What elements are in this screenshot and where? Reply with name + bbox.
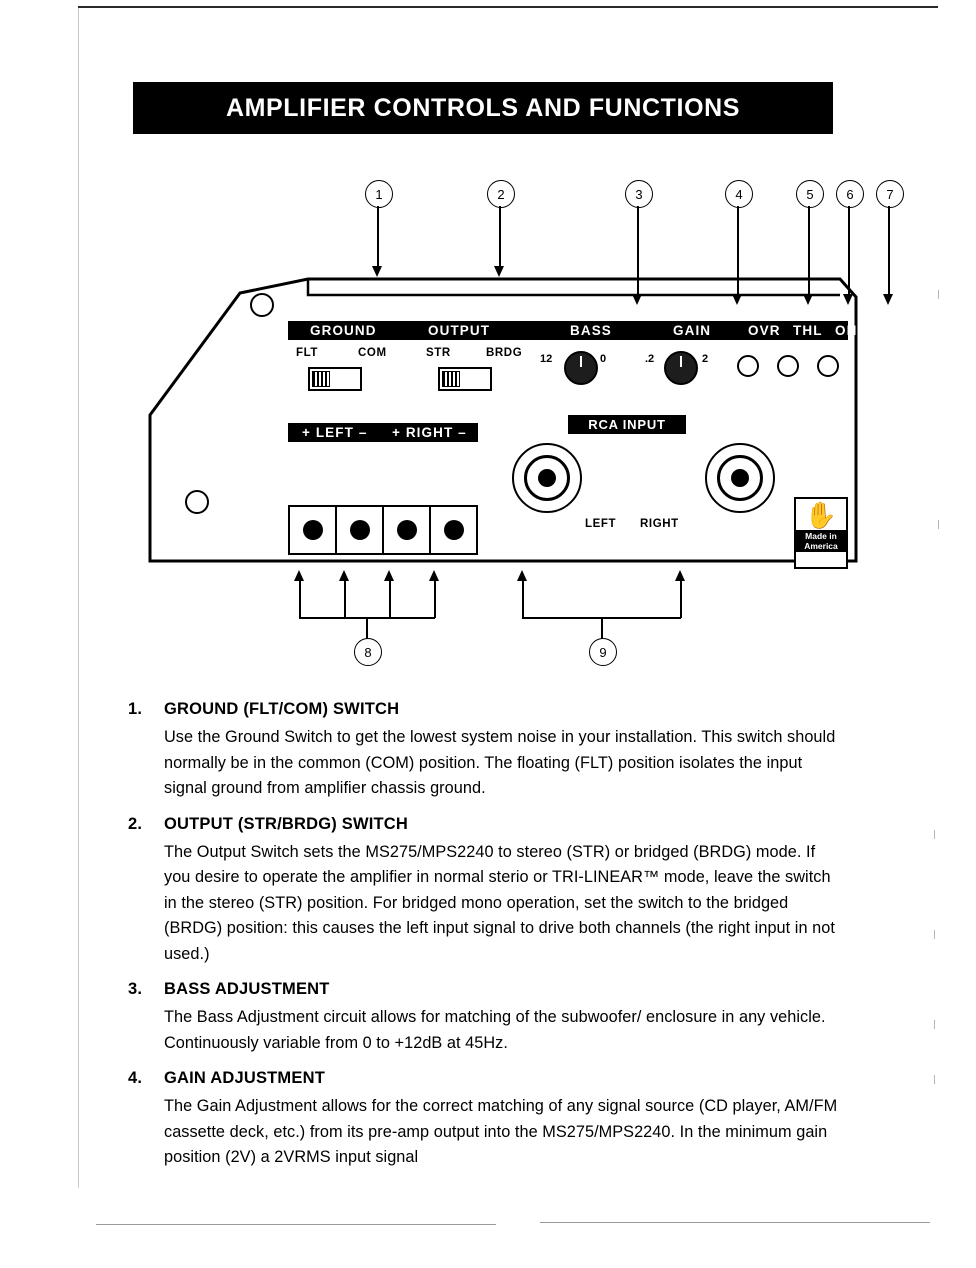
page-left-margin-line bbox=[78, 8, 79, 1188]
callout-8-arrowhead-a bbox=[294, 570, 304, 581]
terminal-dot-icon bbox=[350, 520, 370, 540]
label-output: OUTPUT bbox=[428, 323, 491, 338]
section-banner bbox=[133, 82, 833, 134]
callout-9-leader-a bbox=[522, 581, 524, 618]
terminal-left-positive[interactable] bbox=[290, 507, 337, 553]
gain-scale-min: .2 bbox=[645, 353, 655, 365]
section-1-title: GROUND (FLT/COM) SWITCH bbox=[164, 700, 400, 718]
section-1-heading bbox=[128, 700, 838, 719]
made-in-america-text bbox=[796, 530, 846, 552]
section-1-text: Use the Ground Switch to get the lowest system noise in your installation. This switch should normally be in the common (COM) position. The floating (FLT) position isolates the input signal ground from amplifier chassis ground. bbox=[164, 728, 836, 797]
label-flt: FLT bbox=[296, 347, 319, 359]
terminal-right-negative[interactable] bbox=[431, 507, 476, 553]
callout-9: 9 bbox=[589, 638, 617, 666]
output-switch[interactable] bbox=[438, 367, 492, 391]
speaker-terminal-block[interactable] bbox=[288, 505, 478, 555]
page-bottom-rule-left bbox=[96, 1224, 496, 1225]
label-gain: GAIN bbox=[673, 323, 712, 338]
section-item-2 bbox=[128, 815, 838, 968]
callout-8-leader-a bbox=[299, 581, 301, 618]
screw-hole-top-left bbox=[250, 293, 274, 317]
section-2-number: 2. bbox=[128, 814, 143, 833]
callout-7-leader bbox=[888, 206, 890, 296]
callout-6: 6 bbox=[836, 180, 864, 208]
control-label-bar bbox=[288, 321, 858, 340]
section-3-heading bbox=[128, 980, 838, 999]
section-4-heading bbox=[128, 1069, 838, 1088]
section-2-text: The Output Switch sets the MS275/MPS2240 to stereo (STR) or bridged (BRDG) mode. If you desire to operate the amplifier in normal sterio or TRI-LINEAR™ mode, leave the switch in the stereo (STR) position. For bridged mono operation, set the switch to the bridged (BRDG) position: this causes the left input signal to drive both channels (the right input in not used.) bbox=[164, 842, 835, 963]
page-bottom-rule-right bbox=[540, 1222, 930, 1223]
bass-scale-max: 0 bbox=[600, 353, 607, 365]
margin-tick bbox=[934, 830, 935, 839]
label-left-terminal: + LEFT – bbox=[302, 425, 368, 440]
callout-9-arrowhead-a bbox=[517, 570, 527, 581]
section-item-4 bbox=[128, 1069, 838, 1171]
label-right-terminal: + RIGHT – bbox=[392, 425, 467, 440]
screw-hole-bottom-left bbox=[185, 490, 209, 514]
callout-3: 3 bbox=[625, 180, 653, 208]
amplifier-body bbox=[140, 275, 860, 565]
margin-tick bbox=[938, 290, 939, 299]
label-bass: BASS bbox=[570, 323, 612, 338]
callout-1-leader bbox=[377, 206, 379, 268]
terminal-dot-icon bbox=[303, 520, 323, 540]
callout-2: 2 bbox=[487, 180, 515, 208]
callout-8: 8 bbox=[354, 638, 382, 666]
callout-2-leader bbox=[499, 206, 501, 268]
callout-8-arrowhead-d bbox=[429, 570, 439, 581]
callout-8-leader-c bbox=[389, 581, 391, 618]
made-in-america-badge bbox=[794, 497, 848, 569]
section-3-number: 3. bbox=[128, 980, 143, 998]
callout-8-arrowhead-c bbox=[384, 570, 394, 581]
rca-jack-right[interactable] bbox=[705, 443, 775, 513]
amplifier-outline bbox=[140, 275, 860, 565]
callout-9-stem bbox=[601, 617, 603, 639]
callout-4: 4 bbox=[725, 180, 753, 208]
callout-9-arrowhead-b bbox=[675, 570, 685, 581]
label-on: ON bbox=[835, 323, 858, 338]
ground-switch[interactable] bbox=[308, 367, 362, 391]
section-item-3 bbox=[128, 980, 838, 1056]
callout-8-leader-d bbox=[434, 581, 436, 618]
bass-knob[interactable] bbox=[564, 351, 598, 385]
label-com: COM bbox=[358, 347, 387, 359]
label-str: STR bbox=[426, 347, 451, 359]
margin-tick bbox=[934, 930, 935, 939]
callout-7-arrowhead bbox=[883, 294, 893, 305]
label-ground: GROUND bbox=[310, 323, 377, 338]
section-4-text: The Gain Adjustment allows for the correct matching of any signal source (CD player, AM/FM cassette deck, etc.) from its pre-amp output into the MS275/MPS2240. In the minimum gain position (2V) a 2VRMS input signal bbox=[164, 1097, 838, 1166]
rca-input-label-bar bbox=[568, 415, 686, 434]
terminal-right-positive[interactable] bbox=[384, 507, 431, 553]
callout-8-stem bbox=[366, 617, 368, 639]
label-rca-left: LEFT bbox=[585, 518, 617, 530]
on-led-icon bbox=[817, 355, 839, 377]
rca-jack-left[interactable] bbox=[512, 443, 582, 513]
bass-scale-min: 12 bbox=[540, 353, 553, 365]
terminal-left-negative[interactable] bbox=[337, 507, 384, 553]
label-ovr: OVR bbox=[748, 323, 781, 338]
label-rca-right: RIGHT bbox=[640, 518, 679, 530]
section-item-1 bbox=[128, 700, 838, 802]
callout-5: 5 bbox=[796, 180, 824, 208]
section-4-title: GAIN ADJUSTMENT bbox=[164, 1069, 325, 1087]
label-brdg: BRDG bbox=[486, 347, 523, 359]
ovr-led-icon bbox=[737, 355, 759, 377]
section-3-text: The Bass Adjustment circuit allows for matching of the subwoofer/ enclosure in any vehicle. Continuously variable from 0 to +12dB at 45Hz. bbox=[164, 1008, 826, 1052]
terminal-dot-icon bbox=[444, 520, 464, 540]
controls-description-list bbox=[128, 700, 838, 1184]
callout-9-leader-b bbox=[680, 581, 682, 618]
label-thl: THL bbox=[793, 323, 823, 338]
made-line-2: America bbox=[804, 541, 838, 551]
banner-title: AMPLIFIER CONTROLS AND FUNCTIONS bbox=[225, 93, 741, 122]
callout-1: 1 bbox=[365, 180, 393, 208]
label-rca-input: RCA INPUT bbox=[588, 417, 666, 432]
amplifier-diagram bbox=[120, 170, 894, 680]
callout-8-leader-b bbox=[344, 581, 346, 618]
gain-knob[interactable] bbox=[664, 351, 698, 385]
section-1-number: 1. bbox=[128, 700, 143, 718]
margin-tick bbox=[938, 520, 939, 529]
callout-8-arrowhead-b bbox=[339, 570, 349, 581]
section-3-title: BASS ADJUSTMENT bbox=[164, 980, 330, 998]
gain-scale-max: 2 bbox=[702, 353, 709, 365]
speaker-left-label-bar bbox=[288, 423, 478, 442]
margin-tick bbox=[934, 1020, 935, 1029]
page-top-rule bbox=[78, 6, 938, 8]
thl-led-icon bbox=[777, 355, 799, 377]
section-2-title: OUTPUT (STR/BRDG) SWITCH bbox=[164, 814, 409, 833]
section-2-heading bbox=[128, 815, 838, 834]
terminal-dot-icon bbox=[397, 520, 417, 540]
section-4-number: 4. bbox=[128, 1069, 143, 1087]
callout-7: 7 bbox=[876, 180, 904, 208]
hand-logo-icon: ✋ bbox=[804, 500, 838, 530]
margin-tick bbox=[934, 1075, 935, 1084]
made-line-1: Made in bbox=[805, 531, 837, 541]
